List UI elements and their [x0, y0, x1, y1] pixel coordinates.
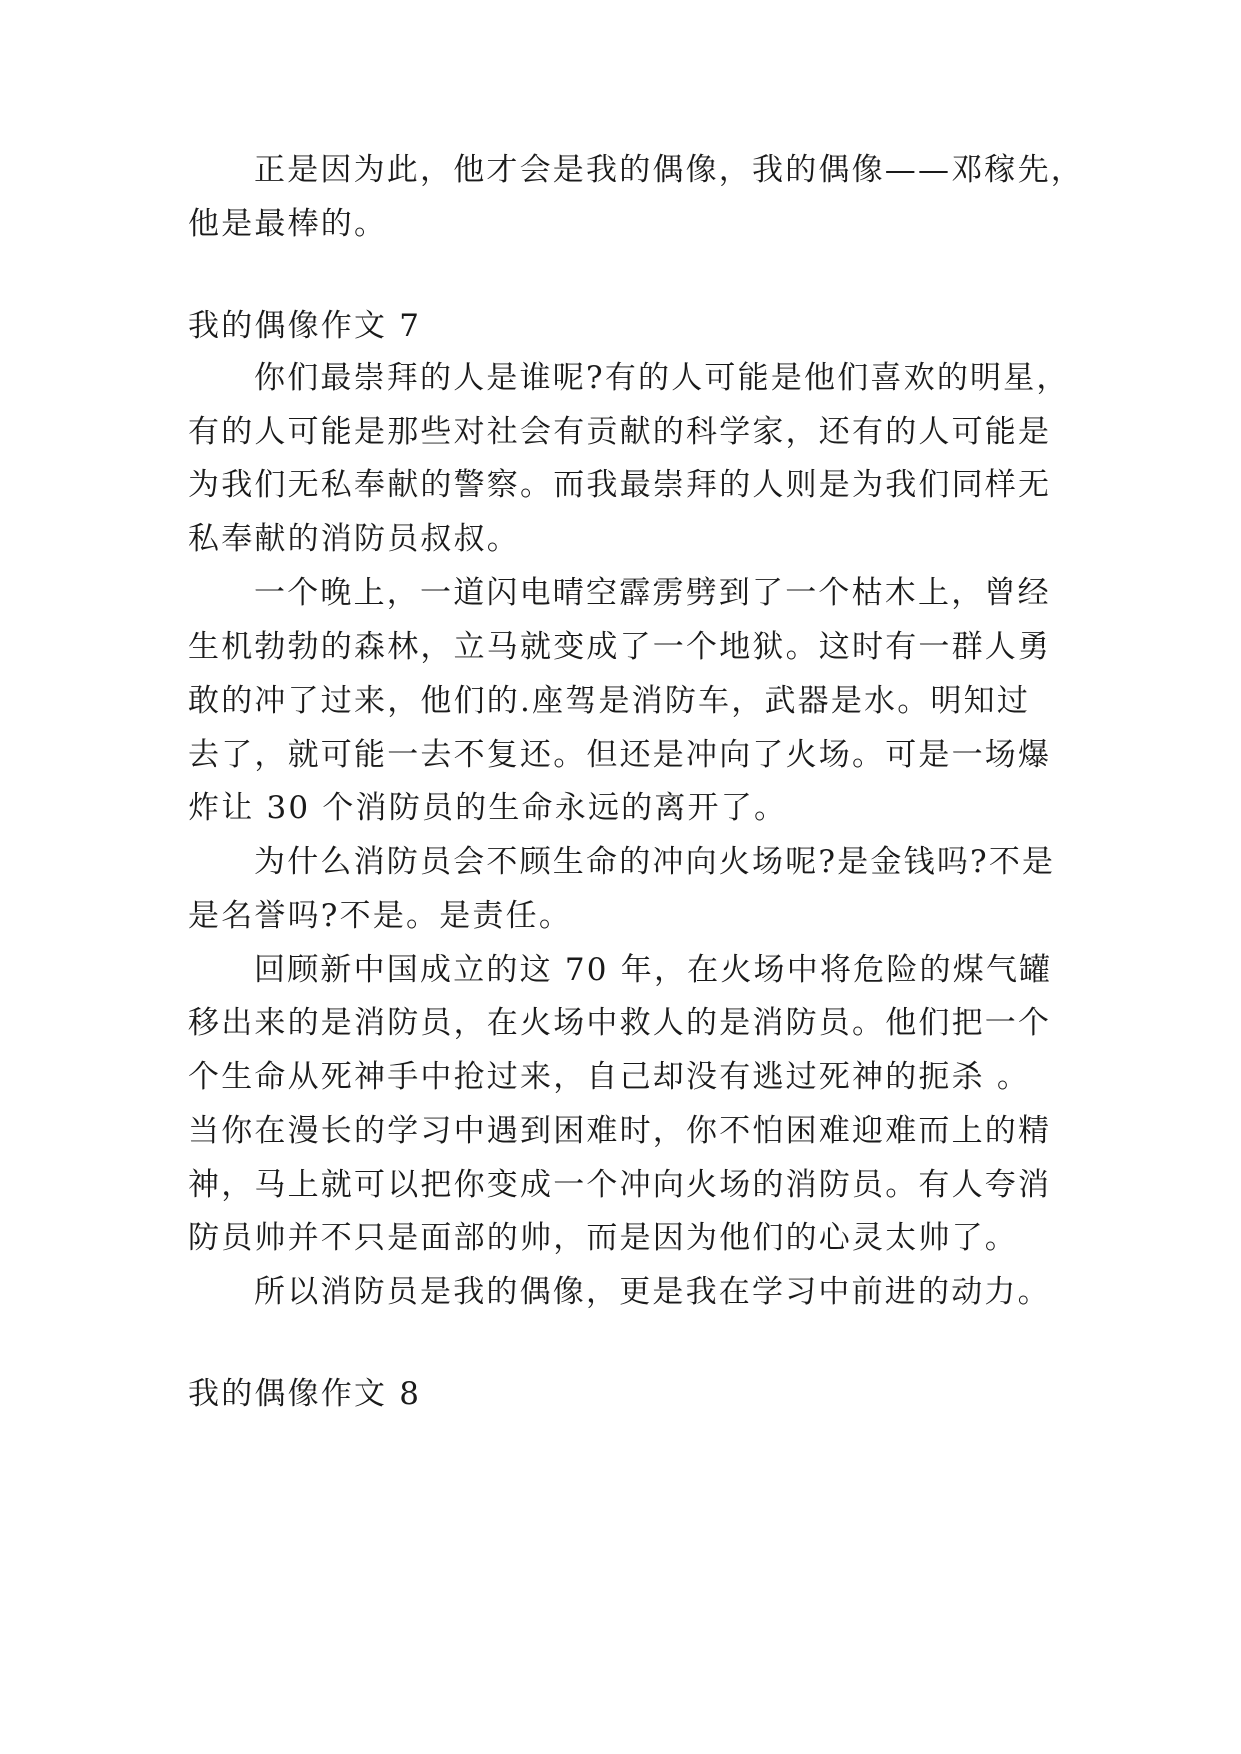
paragraph-line: 正是因为此，他才会是我的偶像，我的偶像——邓稼先， — [254, 152, 1084, 188]
paragraph-line: 他是最棒的。 — [188, 206, 388, 242]
paragraph-line: 去了，就可能一去不复还。但还是冲向了火场。可是一场爆 — [188, 737, 1052, 773]
paragraph-line: 所以消防员是我的偶像，更是我在学习中前进的动力。 — [254, 1274, 1051, 1310]
paragraph-line: 防员帅并不只是面部的帅，而是因为他们的心灵太帅了。 — [188, 1220, 1018, 1256]
paragraph-line: 你们最崇拜的人是谁呢?有的人可能是他们喜欢的明星， — [254, 360, 1070, 396]
section-heading: 我的偶像作文 8 — [188, 1376, 422, 1412]
paragraph-line: 为我们无私奉献的警察。而我最崇拜的人则是为我们同样无 — [188, 467, 1052, 503]
section-heading: 我的偶像作文 7 — [188, 308, 422, 344]
paragraph-line: 为什么消防员会不顾生命的冲向火场呢?是金钱吗?不是 — [254, 844, 1056, 880]
paragraph-line: 当你在漫长的学习中遇到困难时，你不怕困难迎难而上的精 — [188, 1113, 1052, 1149]
paragraph-line: 是名誉吗?不是。是责任。 — [188, 898, 573, 934]
paragraph-line: 神，马上就可以把你变成一个冲向火场的消防员。有人夸消 — [188, 1167, 1052, 1203]
paragraph-line: 个生命从死神手中抢过来，自己却没有逃过死神的扼杀 。 — [188, 1059, 1031, 1095]
paragraph-line: 有的人可能是那些对社会有贡献的科学家，还有的人可能是 — [188, 414, 1052, 450]
paragraph-line: 敢的冲了过来，他们的.座驾是消防车，武器是水。明知过 — [188, 683, 1031, 719]
paragraph-line: 私奉献的消防员叔叔。 — [188, 521, 520, 557]
paragraph-line: 炸让 30 个消防员的生命永远的离开了。 — [188, 790, 788, 826]
paragraph-line: 一个晚上，一道闪电晴空霹雳劈到了一个枯木上，曾经 — [254, 575, 1051, 611]
paragraph-line: 生机勃勃的森林，立马就变成了一个地狱。这时有一群人勇 — [188, 629, 1052, 665]
paragraph-line: 移出来的是消防员，在火场中救人的是消防员。他们把一个 — [188, 1005, 1052, 1041]
paragraph-line: 回顾新中国成立的这 70 年，在火场中将危险的煤气罐 — [254, 952, 1053, 988]
